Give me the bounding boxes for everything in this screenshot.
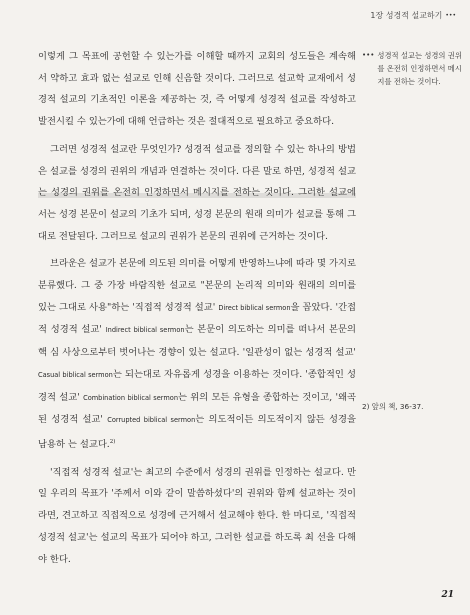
text-line: 것이라면, 견고하고 직접적으로 성경에 근거해서 설교해야 한다. 한 마디로, — [38, 488, 356, 522]
text-line: 경적 설교의 기초적인 이론을 제공하는 것, 즉 어떻게 성경적 설교를 작성하고 — [38, 94, 356, 106]
text-line: 을 꼽았다. '간접 — [290, 301, 356, 313]
english-term: Indirect biblical sermon — [105, 326, 185, 335]
text-line: 는 되는대로 자유롭게 성경을 이용하는 것이다. '종합적인 성 — [112, 368, 356, 380]
paragraph-1 — [38, 46, 356, 133]
text-line: 심 사상으로부터 벗어나는 경향이 있는 설교다. '일관성이 없는 성경적 설교' — [50, 347, 356, 359]
text-line: 이렇게 그 목표에 공헌할 수 있는가를 이해할 때까지 교회의 성도들은 계속해 — [38, 51, 356, 62]
text-line: '직접적 성경적 설교'는 최고의 수준에서 성경의 권위를 인정하는 설교다. — [50, 466, 344, 478]
paragraph-3 — [38, 253, 356, 455]
text-line: 만일 우리의 목표가 '주께서 이와 같이 말씀하셨다'의 권위와 함께 설교하는 — [38, 466, 356, 500]
paragraph-2 — [38, 139, 356, 248]
margin-note-text: 성경적 설교는 성경의 권위를 온전히 인정하면서 메시지를 전하는 것이다. — [377, 51, 462, 86]
highlighted-text-line: 는 성경의 권위를 온전히 인정하면서 메시지를 전하는 것이다. 그러한 설교에 — [38, 187, 356, 199]
text-line: 는 본문이 의도하는 의미를 떠나서 본문의 핵 — [38, 324, 357, 359]
text-line: 은 설교를 성경의 권위의 개념과 연결하는 것이다. 다른 말로 하면, 성경적 설교 — [38, 165, 356, 177]
english-term: Direct biblical sermon — [218, 303, 291, 312]
running-header — [370, 10, 456, 21]
text-line: 서 약하고 효과 없는 설교로 인해 신음할 것이다. 그러므로 설교학 교재에서 성 — [38, 72, 356, 84]
text-line: 는 의도적이든 의도적이지 않든 성경을 남용하 — [38, 414, 356, 451]
page-number: 21 — [441, 590, 454, 600]
footnote-text: 2) 앞의 책, 36-37. — [362, 402, 424, 411]
text-line: 그러면 성경적 설교란 무엇인가? 성경적 설교를 정의할 수 있는 하나의 방법 — [50, 143, 356, 155]
footnote — [362, 402, 462, 412]
header-bullets-icon: ••• — [445, 12, 456, 19]
text-line: 대로 전달된다. 그러므로 설교의 권위가 본문의 권위에 근거하는 것이다. — [38, 230, 328, 242]
chapter-title: 1장 성경적 설교하기 — [370, 11, 443, 20]
english-term: Casual biblical sermon — [38, 370, 113, 379]
english-term: Combination biblical sermon — [83, 393, 178, 402]
text-line: 발전시킬 수 있는가에 대해 언급하는 것은 절대적으로 필요하고 중요하다. — [38, 116, 335, 128]
english-term: Corrupted biblical sermon — [107, 416, 196, 425]
text-line: 경적 설교' — [38, 391, 80, 403]
text-line: 는 위의 모든 유형을 종합하는 것이고, '왜곡된 — [38, 391, 356, 426]
paragraph-4 — [38, 462, 356, 571]
text-line: 적 성경적 설교' — [38, 324, 102, 336]
text-line: 분류했다. 그 중 가장 바람직한 설교로 "본문의 논리적 의미와 원래의 의미를 — [38, 280, 356, 292]
text-line: 브라운은 설교가 본문에 의도된 의미를 어떻게 반영하느냐에 따라 몇 가지로 — [50, 258, 356, 270]
text-line: 선을 다해야 한다. — [38, 531, 356, 565]
text-line: '직접적 성경적 설교'는 설교의 목표가 되어야 하고, 그러한 설교를 하도록 최 — [38, 510, 356, 543]
bullet-mark-icon: ••• — [362, 51, 375, 59]
text-line: 는 설교다. — [67, 439, 110, 451]
main-text — [38, 46, 356, 570]
footnote-reference: 2) — [109, 438, 116, 445]
text-line: 서는 성경 본문이 설교의 기초가 되며, 성경 본문의 원래 의미가 설교를 통해 그 — [38, 208, 356, 220]
text-line: 있는 그대로 사용"하는 '직접적 성경적 설교' — [38, 301, 216, 313]
margin-note — [362, 49, 462, 88]
text-line: 성경적 설교' — [51, 414, 103, 426]
